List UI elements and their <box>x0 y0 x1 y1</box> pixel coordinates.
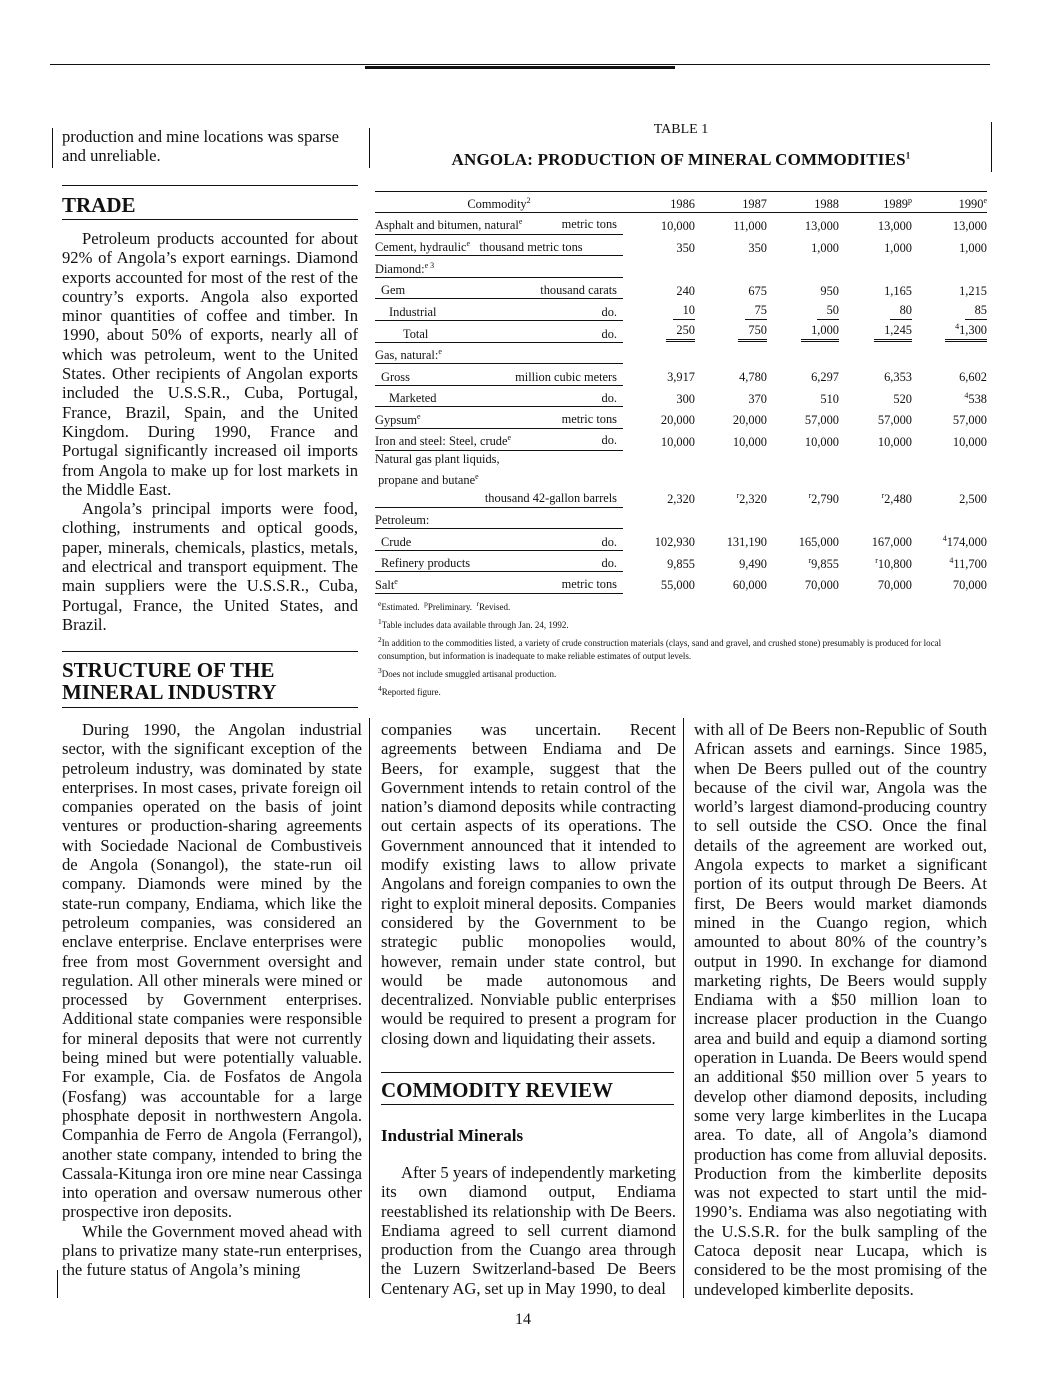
page-number: 14 <box>515 1311 531 1328</box>
table-row <box>375 450 987 507</box>
column-divider-bottom-2 <box>683 718 684 1298</box>
table-title <box>375 150 987 170</box>
cell: 1,165 <box>884 283 912 298</box>
column-divider-bottom-left <box>57 1270 58 1298</box>
row-label: Natural gas plant liquids, propane and butane$^e$ thousand 42-gallon barrels <box>375 450 623 507</box>
cell: 1,245 <box>839 320 912 342</box>
right-column <box>694 720 987 1299</box>
row-label: Marketed do. <box>375 385 623 407</box>
cell: 57,000 <box>877 413 912 428</box>
table-row <box>375 256 987 278</box>
cell: 675 <box>748 283 767 298</box>
cell: 10,000 <box>660 219 695 234</box>
row-label: Iron and steel: Steel, crude$^e$ do. <box>375 428 623 450</box>
cell: 57,000 <box>952 413 987 428</box>
right-paragraph-1: with all of De Beers non-Republic of South African assets and earnings. Since 1985, when De Beers pulled out of the country because of the civil war, Angola was the world’s largest diamond-producing country to sell outside the CSO. Once the final details of the agreement are worked out, Angola expects to market a significant portion of its output through De Beers. At first, De Beers would market diamonds mined in the Cuango region, which amounted to about 80% of the country’s output in 1990. In exchange for diamond marketing rights, De Beers would supply Endiama with a $50 million loan to increase placer production in the Cuango area and build and equip a diamond sorting operation in Luanda. De Beers would spend an additional $50 million over 5 years to develop other diamond deposits, including some very large kimberlites in the Lucapa area. To date, all of Angola’s diamond production has come from alluvial deposits. Production from the kimberlite deposits was not expected to start until the mid-1990’s. Endiama was also negotiating with the U.S.S.R. for the bulk sampling of the Catoca deposit near Lucapa, which is considered to be the most promising of the undeveloped kimberlite deposits. <box>694 720 987 1299</box>
footnote-2: $^2$In addition to the commodities listed, a variety of crude construction materials (clays, sand and gravel, and crushed stone) presumably is produced for local consumption, but information is inadequate to make reliable estimates of output levels. <box>378 634 942 662</box>
table-row <box>375 234 987 256</box>
cell: 10,000 <box>660 435 695 450</box>
cell: 4,780 <box>739 370 767 385</box>
cell: 370 <box>748 391 767 406</box>
structure-rule <box>62 651 358 652</box>
footnote-4: $^4$Reported figure. <box>378 683 441 697</box>
row-label: Gem thousand carats <box>375 277 623 299</box>
cell: 57,000 <box>804 413 839 428</box>
cell: 80 <box>839 299 912 321</box>
production-table <box>375 191 987 594</box>
footnote-legend: $^e$Estimated. $^p$Preliminary. $^r$Revised. <box>378 599 511 612</box>
cell: 950 <box>820 283 839 298</box>
table-row <box>375 364 987 386</box>
cell: 50 <box>767 299 839 321</box>
trade-heading: TRADE <box>62 193 136 217</box>
cell: 9,855 <box>667 556 695 571</box>
structure-heading-line2: MINERAL INDUSTRY <box>62 680 277 704</box>
cell: 1,000 <box>884 240 912 255</box>
cell: 510 <box>820 391 839 406</box>
table-row <box>375 342 987 364</box>
cell: 750 <box>695 320 767 342</box>
cell: 10,000 <box>804 435 839 450</box>
cell: $^4$11,700 <box>949 555 987 571</box>
table-footnotes <box>378 597 986 700</box>
cell: $^4$538 <box>964 390 987 406</box>
row-label: Crude do. <box>375 529 623 551</box>
header-year: 1989$^p$ <box>839 192 912 213</box>
row-label: Gross million cubic meters <box>375 364 623 386</box>
column-divider-table-right <box>991 122 992 172</box>
footnote-3: $^3$Does not include smuggled artisanal production. <box>378 666 557 680</box>
cell: 102,930 <box>654 535 695 550</box>
row-label: Total do. <box>375 320 623 342</box>
cell: 1,000 <box>811 240 839 255</box>
cell: 13,000 <box>804 219 839 234</box>
middle-column <box>381 720 676 1048</box>
commodity-review-heading: COMMODITY REVIEW <box>381 1078 613 1102</box>
middle-paragraph-2: After 5 years of independently marketing its own diamond output, Endiama reestablished its relationship with De Beers. Endiama agreed to sell current diamond production from the Cuango area through the Luzern Switzerland-based De Beers Centenary AG, set up in May 1990, to deal <box>381 1163 676 1298</box>
trade-rule-under <box>62 219 358 220</box>
header-year: 1988 <box>767 192 839 213</box>
cell: 2,500 <box>959 492 987 507</box>
row-label: Salt$^e$ metric tons <box>375 572 623 594</box>
cell: 10,000 <box>877 435 912 450</box>
column-divider-bottom-1 <box>369 718 370 1298</box>
column-divider-top-right <box>369 128 370 168</box>
cell: 85 <box>912 299 987 321</box>
cell: $^r$2,320 <box>736 490 767 507</box>
cell: 70,000 <box>877 578 912 593</box>
middle-paragraph-1: companies was uncertain. Recent agreements between Endiama and De Beers, for example, suggest that the Government intends to retain control of the nation’s diamond deposits while contracting out certain aspects of its operations. The Government announced that it intended to modify existing laws to allow private Angolans and foreign companies to own the right to exploit mineral deposits. Companies considered by the Government to be strategic public monopolies would, however, remain under state control, but would be made autonomous and decentralized. Nonviable public enterprises would be required to present a program for closing down and liquidating their assets. <box>381 720 676 1048</box>
table-row <box>375 277 987 299</box>
top-rule <box>50 64 990 65</box>
cell: $^r$9,855 <box>808 555 839 571</box>
top-paragraph: production and mine locations was sparse and unreliable. <box>62 127 339 166</box>
cell: 350 <box>676 240 695 255</box>
cell: $^4$174,000 <box>942 534 987 550</box>
column-divider-top-left <box>52 128 53 168</box>
cell: 20,000 <box>732 413 767 428</box>
cell: 300 <box>676 391 695 406</box>
cell: 3,917 <box>667 370 695 385</box>
industrial-minerals-heading: Industrial Minerals <box>381 1126 524 1145</box>
table-title-sup: 1 <box>905 150 911 161</box>
structure-rule-under <box>62 707 358 708</box>
table-row <box>375 385 987 407</box>
row-label: Petroleum: <box>375 507 623 529</box>
row-label: Industrial do. <box>375 299 623 321</box>
row-label: Diamond:$^{e 3}$ <box>375 256 623 278</box>
cell: 6,353 <box>884 370 912 385</box>
cell: $^4$1,300 <box>912 320 987 342</box>
cell: 1,215 <box>959 283 987 298</box>
table-row <box>375 572 987 594</box>
cell: 1,000 <box>767 320 839 342</box>
cell: 70,000 <box>804 578 839 593</box>
structure-heading <box>62 659 358 703</box>
trade-rule <box>62 185 358 186</box>
row-label: Cement, hydraulic$^e$ thousand metric tons <box>375 234 623 256</box>
cell: 167,000 <box>871 535 912 550</box>
cell: 240 <box>676 283 695 298</box>
trade-paragraph-2: Angola’s principal imports were food, clothing, instruments and optical goods, paper, minerals, chemicals, plastics, metals, and electrical and transport equipment. The main suppliers were the U.S.S.R., Cuba, Portugal, France, the United States, and Brazil. <box>62 499 358 634</box>
table-row <box>375 550 987 572</box>
cell: 165,000 <box>798 535 839 550</box>
cell: 131,190 <box>726 535 767 550</box>
cell: 6,297 <box>811 370 839 385</box>
table-row <box>375 213 987 235</box>
structure-paragraph-1: During 1990, the Angolan industrial sector, with the significant exception of the petroleum industry, was dominated by state enterprises. In most cases, private foreign oil companies operated on the basis of joint ventures or production-sharing agreements with Sociedade Nacional de Combustiveis de Angola (Sonangol), the state-run oil company. Diamonds were mined by the state-run company, Endiama, which like the petroleum companies, was considered an enclave enterprise. Enclave enterprises were free from most Government oversight and regulation. All other minerals were mined or processed by Government enterprises. Additional state companies were responsible for mineral deposits that were not currently being mined but were potentially valuable. For example, Cia. de Fosfatos de Angola (Fosfang) was accountable for a large phosphate deposit in northwestern Angola. Companhia de Ferro de Angola (Ferrangol), another state company, intended to bring the Cassala-Kitunga iron ore mine near Cassinga into operation and oversaw numerous other prospective iron deposits. <box>62 720 362 1222</box>
cell: 520 <box>893 391 912 406</box>
cell: $^r$10,800 <box>875 555 912 571</box>
trade-paragraph-1: Petroleum products accounted for about 92% of Angola’s export earnings. Diamond exports accounted for most of the rest of the country’s exports. Angola also exported minor quantities of coffee and timber. In 1990, about 50% of exports, nearly all of which was petroleum, went to the United States. Other recipients of Angolan exports included the U.S.S.R., Cuba, Portugal, France, Brazil, Spain, and the United Kingdom. During 1990, France and Portugal significantly increased oil imports from Angola to make up for lost markets in the Middle East. <box>62 229 358 499</box>
cell: 13,000 <box>877 219 912 234</box>
cell: 10 <box>623 299 695 321</box>
table-row <box>375 299 987 321</box>
cell: 13,000 <box>952 219 987 234</box>
cell: 75 <box>695 299 767 321</box>
table-row <box>375 407 987 429</box>
cell: 10,000 <box>732 435 767 450</box>
cell: 6,602 <box>959 370 987 385</box>
cell: 9,490 <box>739 556 767 571</box>
structure-section <box>62 720 362 1280</box>
cell: 70,000 <box>952 578 987 593</box>
table-row <box>375 507 987 529</box>
cell: 20,000 <box>660 413 695 428</box>
middle-column-lower <box>381 1163 676 1298</box>
footnote-1: $^1$Table includes data available through Jan. 24, 1992. <box>378 616 569 630</box>
cell: $^r$2,790 <box>808 490 839 507</box>
trade-section <box>62 229 358 634</box>
header-year: 1986 <box>623 192 695 213</box>
cell: $^r$2,480 <box>881 490 912 507</box>
top-rule-bold <box>365 66 675 69</box>
commodity-rule-under <box>381 1104 674 1105</box>
cell: 60,000 <box>732 578 767 593</box>
row-label: Refinery products do. <box>375 550 623 572</box>
cell: 350 <box>748 240 767 255</box>
cell: 55,000 <box>660 578 695 593</box>
cell: 11,000 <box>733 219 767 234</box>
header-year: 1990e <box>912 192 987 213</box>
table-title-text: ANGOLA: PRODUCTION OF MINERAL COMMODITIES <box>451 150 906 169</box>
structure-paragraph-2: While the Government moved ahead with plans to privatize many state-run enterprises, the future status of Angola’s mining <box>62 1221 362 1280</box>
cell: 2,320 <box>667 492 695 507</box>
cell: 250 <box>623 320 695 342</box>
row-label: Gas, natural:$^e$ <box>375 342 623 364</box>
cell: 10,000 <box>952 435 987 450</box>
table-caption: TABLE 1 <box>653 122 709 137</box>
structure-heading-line1: STRUCTURE OF THE <box>62 658 275 682</box>
header-commodity: Commodity$^2$ <box>375 192 623 213</box>
table-row <box>375 529 987 551</box>
table-row <box>375 428 987 450</box>
commodity-rule <box>381 1072 674 1073</box>
table-header-row <box>375 192 987 213</box>
header-year: 1987 <box>695 192 767 213</box>
row-label: Gypsum$^e$ metric tons <box>375 407 623 429</box>
cell: 1,000 <box>959 240 987 255</box>
table-row <box>375 320 987 342</box>
row-label: Asphalt and bitumen, natural$^e$ metric tons <box>375 213 623 235</box>
